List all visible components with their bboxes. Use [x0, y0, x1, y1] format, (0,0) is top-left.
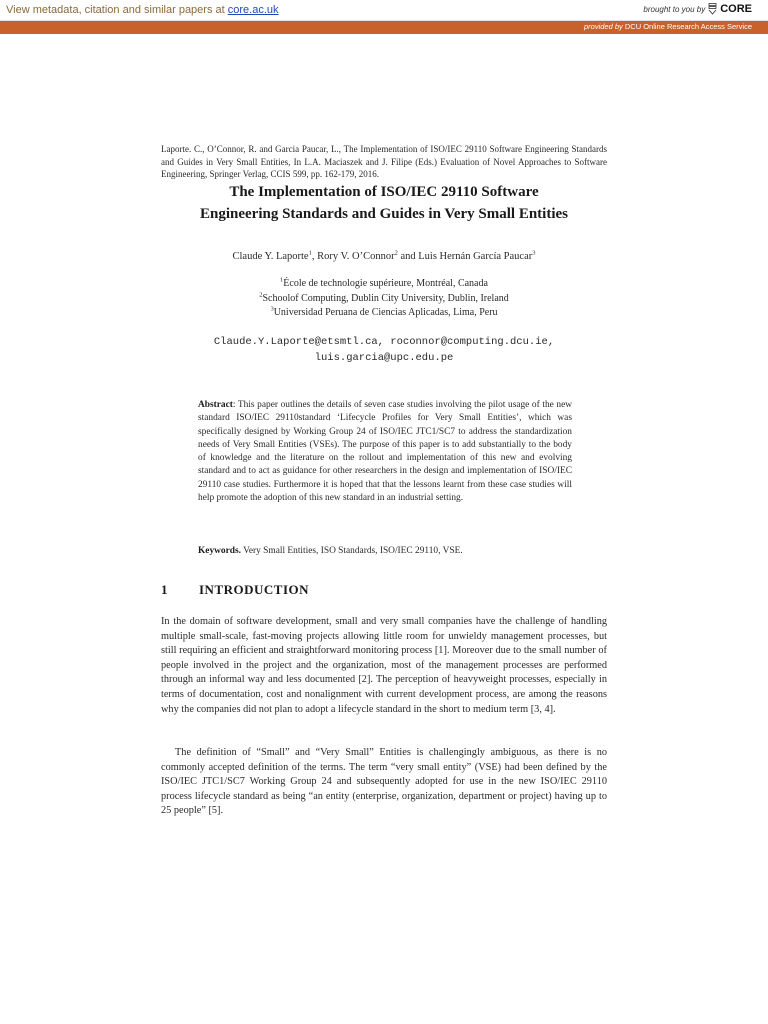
affiliation-list: [120, 277, 648, 321]
core-metadata-link-line: [6, 4, 279, 16]
affiliation-marker: 2: [259, 291, 263, 299]
email-line: Claude.Y.Laporte@etsmtl.ca, roconnor@computing.dcu.ie,: [213, 336, 555, 348]
core-header-bar: [0, 0, 768, 21]
keywords: [198, 545, 572, 558]
affiliation: [120, 306, 648, 321]
author-emails: [120, 334, 648, 366]
affiliation-text: École de technologie supérieure, Montréal, Canada: [283, 278, 488, 289]
core-ac-uk-link[interactable]: core.ac.uk: [227, 4, 279, 16]
author-affil-marker: 1: [308, 249, 312, 257]
citation-note: Laporte. C., O’Connor, R. and Garcia Paucar, L., The Implementation of ISO/IEC 29110 Software Engineering Standards and Guides in Very Small Entities, In L.A. Maciaszek and J. Filipe (Eds.) Evaluation of Novel Approaches to Software Engineering, Springer Verlag, CCIS 599, pp. 162-179, 2016.: [161, 144, 607, 179]
paper-title-line-1: The Implementation of ISO/IEC 29110 Software: [229, 184, 539, 200]
provided-by-line: [584, 22, 752, 31]
affiliation-marker: 1: [280, 276, 284, 284]
author-name: Luis Hernán García Paucar: [418, 251, 533, 262]
paper-title-line-2: Engineering Standards and Guides in Very Small Entities: [200, 206, 568, 222]
affiliation: [120, 292, 648, 307]
author-list: [120, 251, 648, 262]
affiliation-text: Universidad Peruana de Ciencias Aplicadas, Lima, Peru: [273, 307, 498, 318]
author-affil-marker: 2: [394, 249, 398, 257]
body-paragraph: In the domain of software development, small and very small companies have the challenge of handling multiple small-scale, fast-moving projects allowing little room for unwieldy management processes, but still requiring an efficient and straightforward monitoring process [1]. Moreover due to the small number of people involved in the project and the organization, most of the management processes are performed through an informal way and less documented [2]. The perception of heavyweight processes, especially in terms of documentation, cost and nonalignment with current development process, are among the reasons why the companies did not plan to adopt a lifecycle standard in the short to medium term [3, 4].: [161, 616, 607, 715]
section-number: 1: [161, 582, 168, 597]
section-title: INTRODUCTION: [199, 582, 310, 597]
author-name: Rory V. O’Connor: [317, 251, 395, 262]
core-link-prefix: View metadata, citation and similar papers at: [6, 4, 225, 16]
keywords-text: Very Small Entities, ISO Standards, ISO/IEC 29110, VSE.: [240, 546, 463, 556]
core-brand[interactable]: [643, 3, 752, 15]
abstract: [198, 399, 572, 505]
author-separator: and: [397, 251, 419, 262]
core-logo-icon: [708, 3, 717, 15]
core-name: CORE: [720, 3, 752, 15]
core-provider-bar: [0, 21, 768, 34]
brought-to-you-by-label: brought to you by: [643, 4, 706, 14]
author-separator: ,: [311, 251, 318, 262]
paper-title: [120, 181, 648, 225]
affiliation-text: Schoolof Computing, Dublin City University, Dublin, Ireland: [262, 292, 509, 304]
email-line: luis.garcia@upc.edu.pe: [314, 352, 454, 364]
affiliation: [120, 277, 648, 292]
author-name: Claude Y. Laporte: [232, 251, 309, 262]
body-paragraph: The definition of “Small” and “Very Small” Entities is challengingly ambiguous, as there is no commonly accepted definition of the terms. The term “very small entity” (VSE) had been defined by the ISO/IEC JTC1/SC7 Working Group 24 and subsequently adopted for use in the new ISO/IEC 29110 process lifecycle standard as being “an entity (enterprise, organization, department or project) having up to 25 people” [5].: [161, 747, 607, 817]
author-affil-marker: 3: [532, 249, 536, 257]
keywords-label: Keywords.: [198, 546, 241, 556]
affiliation-marker: 3: [270, 305, 274, 313]
provider-name: DCU Online Research Access Service: [624, 22, 752, 31]
provided-by-label: provided by: [583, 22, 623, 31]
section-heading: [161, 582, 607, 598]
abstract-label: Abstract: [198, 400, 233, 410]
abstract-text: : This paper outlines the details of seven case studies involving the pilot usage of the new standard ISO/IEC 29110standard ‘Lifecycle Profiles for Very Small Entities’, which was specifically designed by Working Group 24 of ISO/IEC JTC1/SC7 to address the standardization needs of Very Small Entities (VSEs). The purpose of this paper is to add substantially to the body of knowledge and the literature on the rollout and implementation of this new and evolving standard and to act as guidance for other researchers in the design and implementation of ISO/IEC 29110 case studies. Furthermore it is hoped that that the lessons learnt from these case studies will help promote the adoption of this new standard in an industrial setting.: [198, 400, 572, 504]
